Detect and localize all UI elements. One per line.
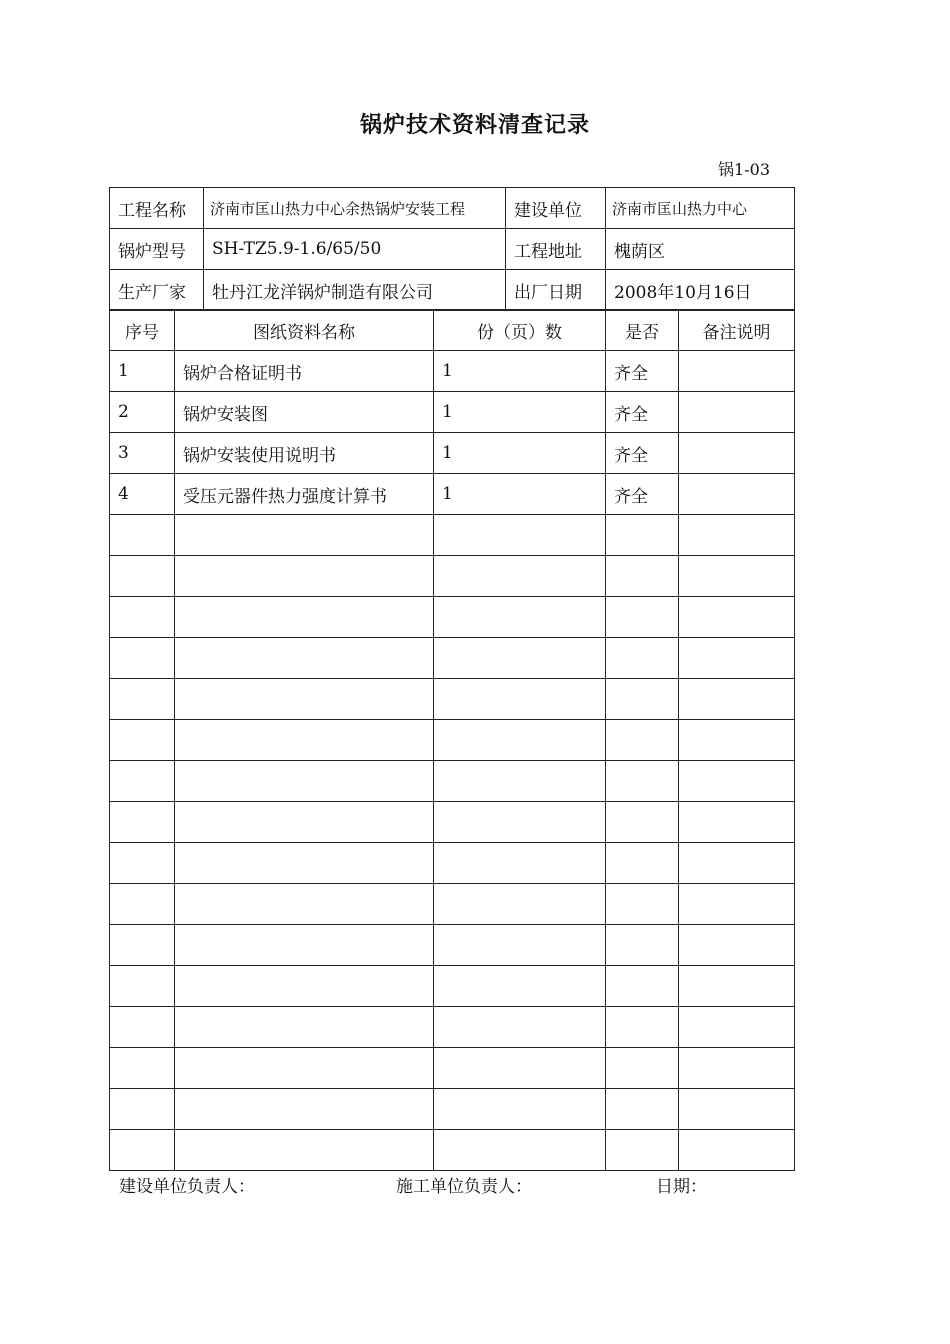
constructor-signer-label: 施工单位负责人： [396, 1177, 532, 1197]
row-no: 4 [110, 474, 175, 515]
empty-cell [606, 556, 679, 597]
empty-cell [110, 843, 175, 884]
empty-cell [434, 638, 606, 679]
empty-cell [679, 679, 795, 720]
empty-cell [175, 515, 434, 556]
empty-cell [110, 1089, 175, 1130]
project-info-table [109, 187, 795, 311]
row-pages: 1 [434, 433, 606, 474]
empty-row [110, 1007, 795, 1048]
empty-row [110, 597, 795, 638]
empty-cell [606, 1007, 679, 1048]
empty-row [110, 884, 795, 925]
empty-cell [606, 1130, 679, 1171]
row-pages: 1 [434, 392, 606, 433]
empty-cell [110, 515, 175, 556]
empty-cell [679, 556, 795, 597]
empty-cell [606, 843, 679, 884]
table-row [110, 474, 795, 515]
empty-cell [606, 597, 679, 638]
form-code: 锅1-03 [718, 160, 770, 179]
column-header-name: 图纸资料名称 [175, 310, 434, 351]
empty-row [110, 1089, 795, 1130]
row-no: 1 [110, 351, 175, 392]
row-remark [679, 433, 795, 474]
empty-cell [175, 884, 434, 925]
empty-row [110, 1130, 795, 1171]
empty-cell [679, 884, 795, 925]
empty-cell [679, 720, 795, 761]
empty-cell [175, 597, 434, 638]
empty-cell [434, 515, 606, 556]
row-pages: 1 [434, 351, 606, 392]
empty-row [110, 1048, 795, 1089]
site-label: 工程地址 [506, 229, 606, 270]
column-header-complete: 是否 [606, 310, 679, 351]
empty-cell [110, 761, 175, 802]
site-value: 槐荫区 [606, 229, 795, 270]
empty-cell [434, 556, 606, 597]
empty-cell [606, 1089, 679, 1130]
empty-cell [110, 1007, 175, 1048]
manufacturer-label: 生产厂家 [110, 270, 204, 311]
empty-cell [110, 1048, 175, 1089]
empty-cell [434, 802, 606, 843]
empty-cell [434, 966, 606, 1007]
empty-cell [606, 679, 679, 720]
empty-cell [110, 679, 175, 720]
empty-cell [679, 925, 795, 966]
empty-cell [110, 925, 175, 966]
boiler-model-value: SH-TZ5.9-1.6/65/50 [204, 229, 506, 270]
row-name: 锅炉安装使用说明书 [175, 433, 434, 474]
empty-cell [606, 884, 679, 925]
empty-cell [434, 1089, 606, 1130]
project-name-value: 济南市匡山热力中心余热锅炉安装工程 [204, 188, 506, 229]
empty-cell [175, 556, 434, 597]
builder-value: 济南市匡山热力中心 [606, 188, 795, 229]
row-no: 2 [110, 392, 175, 433]
table-row [110, 392, 795, 433]
row-name: 锅炉合格证明书 [175, 351, 434, 392]
empty-row [110, 925, 795, 966]
empty-cell [434, 720, 606, 761]
empty-cell [606, 720, 679, 761]
empty-cell [434, 1048, 606, 1089]
row-complete: 齐全 [606, 433, 679, 474]
empty-cell [110, 720, 175, 761]
empty-cell [175, 679, 434, 720]
row-no: 3 [110, 433, 175, 474]
date-value: 2008年10月16日 [606, 270, 795, 311]
empty-cell [606, 966, 679, 1007]
empty-cell [175, 1048, 434, 1089]
empty-cell [679, 1048, 795, 1089]
table-header-row [110, 310, 795, 351]
empty-cell [679, 1089, 795, 1130]
project-info-row [110, 188, 795, 229]
empty-cell [175, 1089, 434, 1130]
empty-cell [434, 761, 606, 802]
empty-cell [679, 638, 795, 679]
empty-cell [175, 966, 434, 1007]
empty-cell [606, 761, 679, 802]
empty-cell [606, 515, 679, 556]
sign-date-label: 日期： [656, 1177, 707, 1197]
empty-row [110, 679, 795, 720]
empty-row [110, 515, 795, 556]
empty-cell [175, 761, 434, 802]
row-remark [679, 474, 795, 515]
empty-row [110, 761, 795, 802]
column-header-pages: 份（页）数 [434, 310, 606, 351]
builder-label: 建设单位 [506, 188, 606, 229]
table-row [110, 351, 795, 392]
row-complete: 齐全 [606, 474, 679, 515]
row-complete: 齐全 [606, 351, 679, 392]
empty-cell [434, 843, 606, 884]
row-remark [679, 351, 795, 392]
empty-cell [434, 1130, 606, 1171]
empty-cell [434, 597, 606, 638]
project-info-row [110, 229, 795, 270]
empty-row [110, 843, 795, 884]
column-header-remark: 备注说明 [679, 310, 795, 351]
empty-cell [175, 802, 434, 843]
empty-cell [679, 597, 795, 638]
empty-cell [110, 638, 175, 679]
empty-cell [606, 1048, 679, 1089]
empty-cell [434, 1007, 606, 1048]
empty-cell [434, 925, 606, 966]
empty-cell [110, 966, 175, 1007]
empty-cell [110, 884, 175, 925]
boiler-model-label: 锅炉型号 [110, 229, 204, 270]
document-title: 锅炉技术资料清查记录 [359, 113, 590, 138]
empty-cell [679, 966, 795, 1007]
empty-row [110, 556, 795, 597]
empty-row [110, 638, 795, 679]
empty-cell [679, 843, 795, 884]
empty-cell [679, 1130, 795, 1171]
empty-row [110, 966, 795, 1007]
empty-cell [679, 515, 795, 556]
project-info-row [110, 270, 795, 311]
empty-cell [679, 1007, 795, 1048]
empty-row [110, 720, 795, 761]
table-row [110, 433, 795, 474]
empty-cell [606, 802, 679, 843]
row-pages: 1 [434, 474, 606, 515]
empty-cell [679, 761, 795, 802]
document-list-table [109, 309, 795, 1171]
empty-cell [679, 802, 795, 843]
empty-cell [175, 638, 434, 679]
empty-cell [175, 925, 434, 966]
empty-row [110, 802, 795, 843]
empty-cell [110, 556, 175, 597]
empty-cell [110, 597, 175, 638]
empty-cell [434, 884, 606, 925]
row-name: 受压元器件热力强度计算书 [175, 474, 434, 515]
empty-cell [606, 925, 679, 966]
builder-signer-label: 建设单位负责人： [119, 1177, 255, 1197]
empty-cell [175, 1130, 434, 1171]
manufacturer-value: 牡丹江龙洋锅炉制造有限公司 [204, 270, 506, 311]
column-header-no: 序号 [110, 310, 175, 351]
row-complete: 齐全 [606, 392, 679, 433]
empty-cell [110, 1130, 175, 1171]
row-name: 锅炉安装图 [175, 392, 434, 433]
empty-cell [175, 720, 434, 761]
empty-cell [110, 802, 175, 843]
empty-cell [606, 638, 679, 679]
empty-cell [175, 1007, 434, 1048]
project-name-label: 工程名称 [110, 188, 204, 229]
empty-cell [434, 679, 606, 720]
row-remark [679, 392, 795, 433]
date-label: 出厂日期 [506, 270, 606, 311]
empty-cell [175, 843, 434, 884]
